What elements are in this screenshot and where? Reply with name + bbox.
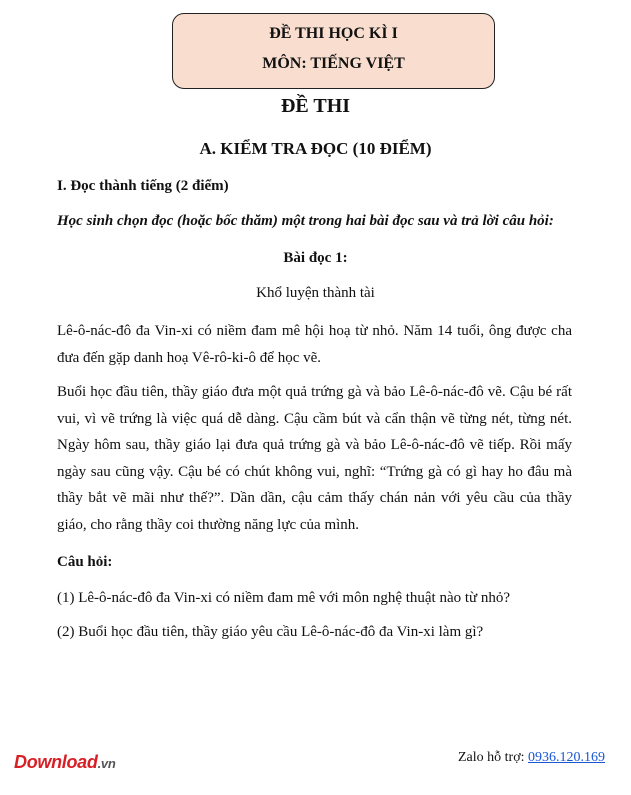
reading-paragraph: Buổi học đầu tiên, thầy giáo đưa một quả trứng gà và bảo Lê-ô-nác-đô vẽ. Cậu bé rất vui, vì vẽ trứng là việc quá dễ dàng. Cậu cầm bút và cẩn thận vẽ từng nét, từng nét. Ngày hôm sau, thầy giáo lại đưa quả trứng gà và bảo Lê-ô-nác-đô vẽ tiếp. Rồi mấy ngày sau cũng vậy. Cậu bé có chút không vui, nghĩ: “Trứng gà có gì hay ho đâu mà thầy bắt vẽ mãi như thế?”. Dần dần, cậu cảm thấy chán nản với yêu cầu của thầy giáo, cho rằng thầy coi thường năng lực của mình. <box>57 384 572 533</box>
part-title: I. Đọc thành tiếng (2 điểm) <box>57 178 229 194</box>
exam-subject: MÔN: TIẾNG VIỆT <box>262 55 405 72</box>
question-item: (1) Lê-ô-nác-đô đa Vin-xi có niềm đam mê với môn nghệ thuật nào từ nhỏ? <box>57 590 511 606</box>
zalo-phone-link[interactable]: 0936.120.169 <box>528 750 605 765</box>
exam-title: ĐỀ THI HỌC KÌ I <box>269 25 398 42</box>
instruction-text: Học sinh chọn đọc (hoặc bốc thăm) một trong hai bài đọc sau và trả lời câu hỏi: <box>57 213 554 229</box>
logo-tld-text: .vn <box>97 756 116 771</box>
zalo-support <box>458 750 605 766</box>
exam-header-box <box>172 13 495 89</box>
section-title: A. KIỂM TRA ĐỌC (10 ĐIỂM) <box>199 139 432 158</box>
reading-label: Bài đọc 1: <box>283 250 348 266</box>
questions-label: Câu hỏi: <box>57 554 113 570</box>
zalo-label: Zalo hỗ trợ: <box>458 750 528 765</box>
reading-title: Khổ luyện thành tài <box>256 285 375 301</box>
logo-main-text: Download <box>14 752 98 772</box>
reading-paragraph: Lê-ô-nác-đô đa Vin-xi có niềm đam mê hội hoạ từ nhỏ. Năm 14 tuổi, ông được cha đưa đến gặp danh hoạ Vê-rô-ki-ô để học vẽ. <box>57 323 572 366</box>
download-logo[interactable] <box>14 752 115 773</box>
main-title: ĐỀ THI <box>280 95 351 117</box>
question-item: (2) Buổi học đầu tiên, thầy giáo yêu cầu Lê-ô-nác-đô đa Vin-xi làm gì? <box>57 624 484 640</box>
